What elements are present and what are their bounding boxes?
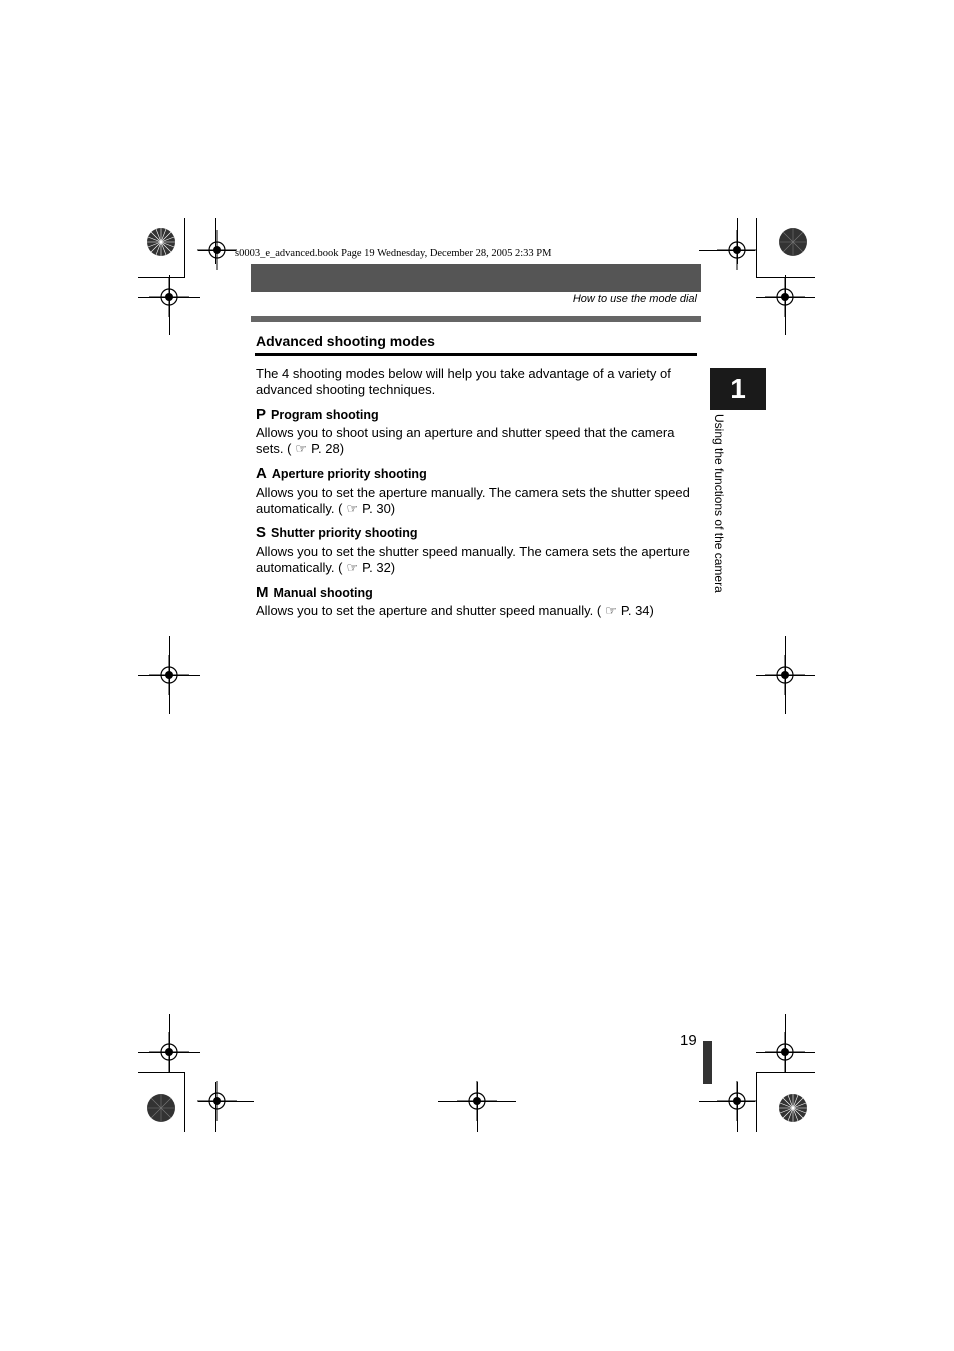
- mode-description-manual: [256, 603, 698, 619]
- page-reference: P. 30): [362, 501, 396, 516]
- page-marker-bar: [703, 1041, 712, 1084]
- mode-letter-p: P: [256, 406, 267, 423]
- registration-mark-icon: [149, 277, 189, 317]
- registration-mark-icon: [765, 655, 805, 695]
- mode-title: Shutter priority shooting: [271, 526, 418, 540]
- starburst-mark-icon: [777, 226, 809, 258]
- registration-mark-icon: [197, 1081, 237, 1121]
- reference-hand-icon: ☞: [346, 560, 359, 575]
- registration-mark-icon: [765, 277, 805, 317]
- mode-text: Allows you to set the aperture manually. The camera sets the shutter speed automatically. (: [256, 485, 690, 516]
- mode-heading-shutter: [256, 524, 418, 541]
- registration-mark-icon: [717, 230, 757, 270]
- mode-heading-program: [256, 406, 379, 423]
- mode-title: Aperture priority shooting: [271, 467, 427, 481]
- mode-description-shutter: [256, 544, 698, 576]
- registration-mark-icon: [149, 1032, 189, 1072]
- starburst-mark-icon: [145, 1092, 177, 1124]
- book-info: s0003_e_advanced.book Page 19 Wednesday, December 28, 2005 2:33 PM: [235, 248, 552, 259]
- registration-mark-icon: [457, 1081, 497, 1121]
- chapter-tab: [710, 368, 766, 410]
- mode-text: Allows you to set the shutter speed manually. The camera sets the aperture automatically. (: [256, 544, 690, 575]
- mode-title: Manual shooting: [273, 586, 373, 600]
- page-number: 19: [680, 1032, 697, 1049]
- registration-mark-icon: [149, 655, 189, 695]
- starburst-mark-icon: [777, 1092, 809, 1124]
- mode-letter-s: S: [256, 524, 267, 541]
- mode-title: Program shooting: [271, 408, 379, 422]
- mode-text: Allows you to set the aperture and shutter speed manually. (: [256, 603, 602, 618]
- page-reference: P. 34): [620, 603, 654, 618]
- mode-heading-manual: [256, 584, 373, 601]
- reference-hand-icon: ☞: [295, 441, 308, 456]
- section-title: Advanced shooting modes: [256, 333, 435, 349]
- registration-mark-icon: [765, 1032, 805, 1072]
- reference-hand-icon: ☞: [605, 603, 617, 618]
- mode-description-aperture: [256, 485, 698, 517]
- page-reference: P. 32): [362, 560, 396, 575]
- mode-letter-m: M: [256, 584, 269, 601]
- header-bar: [251, 264, 701, 292]
- registration-mark-icon: [717, 1081, 757, 1121]
- mode-description-program: [256, 425, 698, 457]
- mode-letter-a: A: [256, 465, 267, 482]
- chapter-number: 1: [730, 373, 746, 404]
- section-intro: The 4 shooting modes below will help you take advantage of a variety of advanced shooting techniques.: [256, 366, 671, 397]
- section-underline: [255, 353, 697, 356]
- registration-mark-icon: [197, 230, 237, 270]
- reference-hand-icon: ☞: [346, 501, 359, 516]
- starburst-mark-icon: [145, 226, 177, 258]
- running-head: How to use the mode dial: [572, 293, 697, 305]
- page-reference: P. 28): [311, 441, 345, 456]
- header-rule: [251, 316, 701, 322]
- chapter-label: Using the functions of the camera: [712, 414, 726, 593]
- mode-text: Allows you to shoot using an aperture and shutter speed that the camera sets. (: [256, 425, 675, 456]
- mode-heading-aperture: [256, 465, 427, 482]
